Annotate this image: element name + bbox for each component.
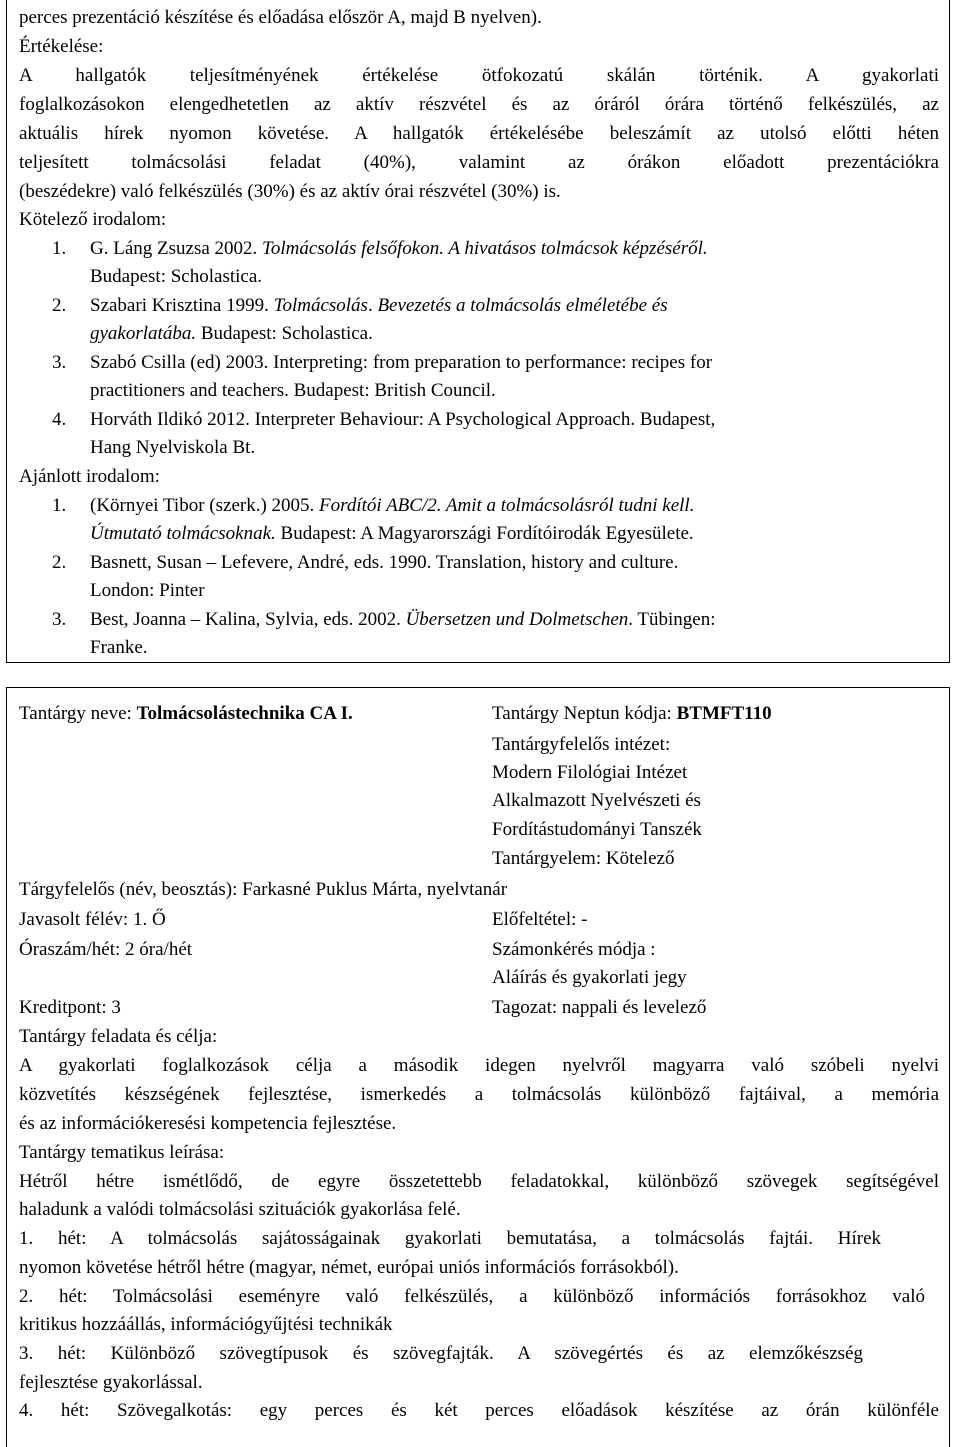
neptun-code: Tantárgy Neptun kódja: BTMFT110 bbox=[492, 703, 772, 724]
required-item-cont: Budapest: Scholastica. bbox=[90, 266, 263, 287]
intro-line: perces prezentáció készítése és előadása először A, majd B nyelven). bbox=[19, 7, 542, 28]
weekly-hours: Óraszám/hét: 2 óra/hét bbox=[19, 939, 193, 960]
recommended-item-cont: Útmutató tolmácsoknak. Budapest: A Magyarországi Fordítóirodák Egyesülete. bbox=[90, 523, 694, 544]
course-name: Tantárgy neve: Tolmácsolástechnika CA I. bbox=[19, 703, 353, 724]
assessment-value: Aláírás és gyakorlati jegy bbox=[492, 967, 687, 988]
theme-line: kritikus hozzáállás, információgyűjtési technikák bbox=[19, 1314, 393, 1335]
evaluation-line: (beszédekre) való felkészülés (30%) és az aktív órai részvétel (30%) is. bbox=[19, 181, 561, 202]
credits: Kreditpont: 3 bbox=[19, 997, 121, 1018]
theme-line: 2. hét: Tolmácsolási eseményre való felkészülés, a különböző információs forrásokhoz való bbox=[19, 1286, 925, 1307]
institute-label: Tantárgyfelelős intézet: bbox=[492, 734, 671, 755]
evaluation-line: foglalkozásokon elengedhetetlen az aktív részvétel és az óráról órára történő felkészülés, az bbox=[19, 94, 939, 115]
goal-line: A gyakorlati foglalkozások célja a második idegen nyelvről magyarra való szóbeli nyelvi bbox=[19, 1055, 939, 1076]
required-item: Horváth Ildikó 2012. Interpreter Behaviour: A Psychological Approach. Budapest, bbox=[90, 409, 716, 430]
required-item: Szabó Csilla (ed) 2003. Interpreting: from preparation to performance: recipes for bbox=[90, 352, 713, 373]
theme-line: 3. hét: Különböző szövegtípusok és szövegfajták. A szövegértés és az elemzőkészség bbox=[19, 1343, 863, 1364]
institute-line: Modern Filológiai Intézet bbox=[492, 762, 688, 783]
theme-line: fejlesztése gyakorlással. bbox=[19, 1372, 203, 1393]
required-item-number: 2. bbox=[52, 295, 67, 316]
recommended-semester: Javasolt félév: 1. Ő bbox=[19, 909, 166, 930]
theme-line: nyomon követése hétről hétre (magyar, német, európai uniós információs forrásokból). bbox=[19, 1257, 679, 1278]
goal-line: és az információkeresési kompetencia fejlesztése. bbox=[19, 1113, 397, 1134]
course-responsible: Tárgyfelelős (név, beosztás): Farkasné Puklus Márta, nyelvtanár bbox=[19, 879, 508, 900]
required-item: Szabari Krisztina 1999. Tolmácsolás. Bevezetés a tolmácsolás elméletébe és bbox=[90, 295, 668, 316]
recommended-item-number: 2. bbox=[52, 552, 67, 573]
required-reading-heading: Kötelező irodalom: bbox=[19, 209, 167, 230]
evaluation-heading: Értékelése: bbox=[19, 36, 104, 57]
evaluation-line: teljesített tolmácsolási feladat (40%), valamint az órákon előadott prezentációkra bbox=[19, 152, 939, 173]
recommended-item: Best, Joanna – Kalina, Sylvia, eds. 2002. Übersetzen und Dolmetschen. Tübingen: bbox=[90, 609, 716, 630]
required-item-cont: Hang Nyelviskola Bt. bbox=[90, 437, 256, 458]
recommended-item-number: 1. bbox=[52, 495, 67, 516]
recommended-item-number: 3. bbox=[52, 609, 67, 630]
goal-heading: Tantárgy feladata és célja: bbox=[19, 1026, 218, 1047]
required-item-number: 4. bbox=[52, 409, 67, 430]
institute-line: Fordítástudományi Tanszék bbox=[492, 819, 702, 840]
required-item-cont: gyakorlatába. Budapest: Scholastica. bbox=[90, 323, 373, 344]
recommended-reading-heading: Ajánlott irodalom: bbox=[19, 466, 160, 487]
theme-line: 1. hét: A tolmácsolás sajátosságainak gyakorlati bemutatása, a tolmácsolás fajtái. Hírek bbox=[19, 1228, 881, 1249]
recommended-item: Basnett, Susan – Lefevere, André, eds. 1990. Translation, history and culture. bbox=[90, 552, 679, 573]
required-item-number: 1. bbox=[52, 238, 67, 259]
required-item-number: 3. bbox=[52, 352, 67, 373]
theme-line: haladunk a valódi tolmácsolási szituációk gyakorlása felé. bbox=[19, 1199, 461, 1220]
prerequisite: Előfeltétel: - bbox=[492, 909, 588, 930]
required-item: G. Láng Zsuzsa 2002. Tolmácsolás felsőfokon. A hivatásos tolmácsok képzéséről. bbox=[90, 238, 708, 259]
theme-line: Hétről hétre ismétlődő, de egyre összetettebb feladatokkal, különböző szövegek segítségével bbox=[19, 1171, 939, 1192]
recommended-item: (Környei Tibor (szerk.) 2005. Fordítói ABC/2. Amit a tolmácsolásról tudni kell. bbox=[90, 495, 695, 516]
study-mode: Tagozat: nappali és levelező bbox=[492, 997, 707, 1018]
required-item-cont: practitioners and teachers. Budapest: British Council. bbox=[90, 380, 496, 401]
theme-heading: Tantárgy tematikus leírása: bbox=[19, 1142, 225, 1163]
goal-line: közvetítés készségének fejlesztése, ismerkedés a tolmácsolás különböző fajtáival, a memória bbox=[19, 1084, 939, 1105]
recommended-item-cont: London: Pinter bbox=[90, 580, 205, 601]
evaluation-line: A hallgatók teljesítményének értékelése ötfokozatú skálán történik. A gyakorlati bbox=[19, 65, 939, 86]
institute-line: Alkalmazott Nyelvészeti és bbox=[492, 790, 701, 811]
evaluation-line: aktuális hírek nyomon követése. A hallgatók értékelésébe beleszámít az utolsó előtti héten bbox=[19, 123, 939, 144]
assessment-label: Számonkérés módja : bbox=[492, 939, 656, 960]
theme-line: 4. hét: Szövegalkotás: egy perces és két perces előadások készítése az órán különféle bbox=[19, 1400, 939, 1421]
course-element: Tantárgyelem: Kötelező bbox=[492, 848, 675, 869]
recommended-item-cont: Franke. bbox=[90, 637, 148, 658]
